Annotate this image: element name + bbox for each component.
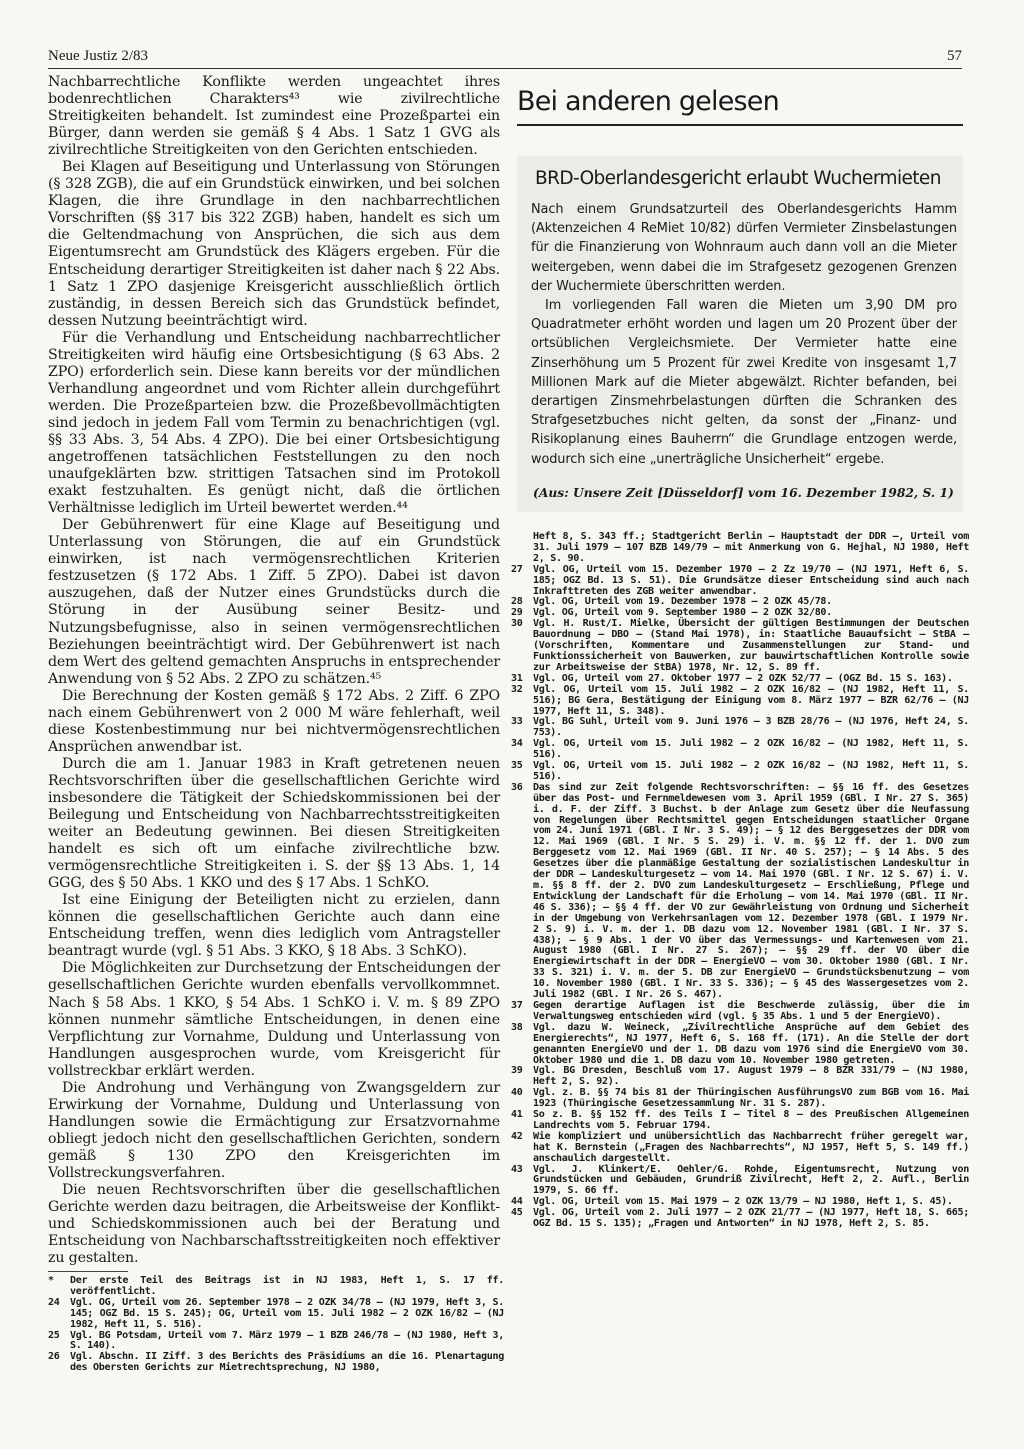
footnote (48, 1276, 504, 1298)
page-number: 57 (947, 48, 962, 64)
footnote-number: 40 (511, 1087, 523, 1099)
footnote-text: Wie kompliziert und unübersichtlich das Nachbarrecht früher geregelt war, hat K. Bernstein („Fragen des Nachbarrechts“, NJ 1957, Heft 5, S. 149 ff.) anschaulich dargestellt. (533, 1130, 969, 1164)
article-paragraph: Die Androhung und Verhängung von Zwangsgeldern zur Erwirkung der Vornahme, Duldung und Unterlassung von Handlungen sowie die Ermächtigung zur Ersatzvornahme obliegt jedoch nicht den gesellschaftlichen Gerichten, sondern gemäß § 130 ZPO den Kreisgerichten im Vollstreckungsverfahren. (48, 1079, 500, 1181)
footnote-number: 45 (511, 1207, 523, 1219)
footnote-number: 27 (511, 563, 523, 575)
footnote-number: 35 (511, 760, 523, 772)
footnote (48, 1298, 504, 1331)
footnote-number: 30 (511, 618, 523, 630)
footnote-number: 26 (48, 1351, 60, 1363)
footnote-text: Heft 8, S. 343 ff.; Stadtgericht Berlin – Hauptstadt der DDR –, Urteil vom 31. Juli 1979 – 107 BZB 149/79 – mit Anmerkung von G. Hejhal, NJ 1980, Heft 2, S. 90. (533, 531, 969, 564)
footnote-text: Vgl. BG Potsdam, Urteil vom 7. März 1979 – 1 BZB 246/78 – (NJ 1980, Heft 3, S. 140). (70, 1329, 504, 1352)
footnote-text: Vgl. OG, Urteil vom 15. Dezember 1970 – 2 Zz 19/70 – (NJ 1971, Heft 6, S. 185; OGZ Bd. 13 S. 51). Die Grundsätze dieser Entscheidung sind auch nach Inkrafttreten des ZGB weiter anwendbar. (533, 563, 969, 597)
footnote-number: 33 (511, 716, 523, 728)
footnote (511, 1001, 969, 1023)
footnote (511, 1165, 969, 1198)
article-paragraph: Durch die am 1. Januar 1983 in Kraft getretenen neuen Rechtsvorschriften über die gesellschaftlichen Gerichte wird insbesondere die Tätigkeit der Schiedskommissionen bei der Beilegung und Entscheidung von Nachbarrechtsstreitigkeiten weiter an Bedeutung gewinnen. Bei diesen Streitigkeiten handelt es sich oft um einfache zivilrechtliche bzw. vermögensrechtliche Streitigkeiten i. S. der §§ 13 Abs. 1, 14 GGG, des § 50 Abs. 1 KKO und des § 17 Abs. 1 SchKO. (48, 755, 500, 892)
footnote (511, 1066, 969, 1088)
footnote-number: 41 (511, 1109, 523, 1121)
article-paragraph: Ist eine Einigung der Beteiligten nicht zu erzielen, dann können die gesellschaftlichen Gerichte auch dann eine Entscheidung treffen, wenn dies lediglich vom Antragsteller beantragt wurde (vgl. § 51 Abs. 3 KKO, § 18 Abs. 3 SchKO). (48, 892, 500, 960)
footnote-number: 34 (511, 738, 523, 750)
footnote-number: 38 (511, 1021, 523, 1033)
footnote-number: 32 (511, 683, 523, 695)
footnote-text: Vgl. Abschn. II Ziff. 3 des Berichts des Präsidiums an die 16. Plenartagung des Obersten Gerichts zur Mietrechtsprechung, NJ 1980, (70, 1351, 504, 1374)
footnote-text: Vgl. z. B. §§ 74 bis 81 der Thüringischen AusführungsVO zum BGB vom 16. Mai 1923 (Thüringische Gesetzessammlung Nr. 31 S. 287). (533, 1087, 969, 1110)
article-paragraph: Der Gebührenwert für eine Klage auf Beseitigung und Unterlassung von Störungen, die auf ein Grundstück einwirken, ist nach vermögensrechtlichen Kriterien festzusetzen (§ 172 Abs. 1 Ziff. 5 ZPO). Dabei ist davon auszugehen, daß der Nutzer eines Grundstücks durch die Störung in der Ausübung seiner Besitz- und Nutzungsbefugnisse, also in seinen vermögensrechtlichen Beziehungen beeinträchtigt wird. Der Gebührenwert ist nach dem Wert des geltend gemachten Anspruchs in entsprechender Anwendung von § 52 Abs. 2 ZPO zu schätzen.⁴⁵ (48, 517, 500, 687)
main-article-column (48, 74, 500, 1267)
box-body (517, 190, 963, 469)
footnote-number: 29 (511, 607, 523, 619)
box-source: (Aus: Unsere Zeit [Düsseldorf] vom 16. Dezember 1982, S. 1) (533, 484, 954, 500)
footnote (511, 532, 969, 565)
footnote (511, 1132, 969, 1165)
article-paragraph: Nachbarrechtliche Konflikte werden ungeachtet ihres bodenrechtlichen Charakters⁴³ wie zivilrechtliche Streitigkeiten behandelt. Ist zumindest eine Prozeßpartei ein Bürger, dann werden sie gemäß § 4 Abs. 1 Satz 1 GVG als zivilrechtliche Streitigkeiten von den Gerichten entschieden. (48, 74, 500, 159)
footnote (511, 619, 969, 674)
footnote (511, 1023, 969, 1067)
article-paragraph: Die Berechnung der Kosten gemäß § 172 Abs. 2 Ziff. 6 ZPO nach einem Gebührenwert von 2 000 M wäre fehlerhaft, weil diese Kostenbestimmung nur bei nichtvermögensrechtlichen Ansprüchen anwendbar ist. (48, 687, 500, 755)
footnote (511, 717, 969, 739)
footnote-text: Vgl. OG, Urteil vom 15. Mai 1979 – 2 OZK 13/79 – NJ 1980, Heft 1, S. 45). (533, 1196, 953, 1208)
footnote-number: 25 (48, 1329, 60, 1341)
footnote-text: Gegen derartige Auflagen ist die Beschwerde zulässig, über die im Verwaltungsweg entschieden wird (vgl. § 35 Abs. 1 und 5 der EnergieVO). (533, 999, 969, 1022)
footnote (48, 1352, 504, 1374)
article-paragraph: Für die Verhandlung und Entscheidung nachbarrechtlicher Streitigkeiten wird häufig eine Ortsbesichtigung (§ 63 Abs. 2 ZPO) erforderlich sein. Diese kann bereits vor der mündlichen Verhandlung angeordnet und vom Richter allein durchgeführt werden. Die Prozeßparteien bzw. die Prozeßbevollmächtigten sind jedoch in jedem Fall vom Termin zu benachrichtigen (vgl. §§ 33 Abs. 3, 54 Abs. 4 ZPO). Die bei einer Ortsbesichtigung angetroffenen tatsächlichen Feststellungen zu den noch unaufgeklärten bzw. strittigen Tatsachen sind im Protokoll exakt festzuhalten. Es genügt nicht, daß die örtlichen Verhältnisse lediglich im Urteil bewertet werden.⁴⁴ (48, 329, 500, 517)
footnote (48, 1331, 504, 1353)
right-column (511, 74, 969, 1230)
box-paragraph: Nach einem Grundsatzurteil des Oberlandesgerichts Hamm (Aktenzeichen 4 ReMiet 10/82) dürfen Vermieter Zinsbelastungen für die Finanzierung von Wohnraum auch dann voll an die Mieter weitergeben, wenn dabei die im Strafgesetz gezogenen Grenzen der Wuchermiete überschritten werden. (531, 202, 957, 294)
box-paragraph: Im vorliegenden Fall waren die Mieten um 3,90 DM pro Quadratmeter erhöht worden und lagen um 20 Prozent über der ortsüblichen Vergleichsmiete. Der Vermieter hatte eine Zinserhöhung um 5 Prozent für zwei Kredite von insgesamt 1,7 Millionen Mark auf die Mieter abgewälzt. Richter befanden, bei derartigen Zinsmehrbelastungen dürften die Schranken des Strafgesetzbuches nicht gelten, da sonst der „Finanz- und Risikoplanung eines Bauherrn“ die Grundlage entzogen werde, wodurch sich eine „unerträgliche Unsicherheit“ ergebe. (531, 298, 957, 467)
footnote-number: 36 (511, 781, 523, 793)
footnote (511, 1208, 969, 1230)
section-title: Bei anderen gelesen (517, 86, 779, 117)
footnote (511, 761, 969, 783)
footnote (511, 739, 969, 761)
footnote (511, 1110, 969, 1132)
footnote (511, 685, 969, 718)
footnote-number: * (48, 1275, 54, 1286)
footnote-divider (48, 1271, 128, 1272)
article-paragraph: Die Möglichkeiten zur Durchsetzung der Entscheidungen der gesellschaftlichen Gerichte wurden ebenfalls vervollkommnet. Nach § 58 Abs. 1 KKO, § 54 Abs. 1 SchKO i. V. m. § 89 ZPO können nunmehr sämtliche Entscheidungen, in denen eine Verpflichtung zur Vornahme, Duldung und Unterlassung von Handlungen ausgesprochen wurde, vom Kreisgericht für vollstreckbar erklärt werden. (48, 960, 500, 1079)
footnote-text: Der erste Teil des Beitrags ist in NJ 1983, Heft 1, S. 17 ff. veröffentlicht. (70, 1275, 504, 1297)
footnote-text: Vgl. BG Dresden, Beschluß vom 17. August 1979 – 8 BZR 331/79 – (NJ 1980, Heft 2, S. 92). (533, 1065, 969, 1088)
footnote-text: So z. B. §§ 152 ff. des Teils I – Titel 8 – des Preußischen Allgemeinen Landrechts vom 5. Februar 1794. (533, 1109, 969, 1131)
footnote-number: 42 (511, 1130, 523, 1142)
footnote-number: 43 (511, 1163, 523, 1175)
footnote (511, 565, 969, 598)
footnotes-left (48, 1276, 504, 1374)
footnote-text: Das sind zur Zeit folgende Rechtsvorschriften: – §§ 16 ff. des Gesetzes über das Post- und Fernmeldewesen vom 3. April 1959 (GBl. I Nr. 27 S. 365) i. d. F. der Ziff. 3 Buchst. b der Anlage zum Gesetz über die Neufassung von Regelungen über Rechtsmittel gegen Entscheidungen staatlicher Organe vom 24. Juni 1971 (GBl. I Nr. 3 S. 49); – § 12 des Berggesetzes der DDR vom 12. Mai 1969 (GBl. I Nr. 5 S. 29) i. V. m. §§ 12 ff. der 1. DVO zum Berggesetz vom 12. Mai 1969 (GBl. II Nr. 40 S. 257); – § 14 Abs. 5 des Gesetzes über die planmäßige Gestaltung der sozialistischen Landeskultur in der DDR – Landeskulturgesetz – vom 14. Mai 1970 (GBl. I Nr. 12 S. 67) i. V. m. §§ 8 ff. der 2. DVO zum Landeskulturgesetz – Erschließung, Pflege und Entwicklung der Landschaft für die Erholung – vom 14. Mai 1970 (GBl. II Nr. 46 S. 336); – §§ 4 ff. der VO zur Gewährleistung von Ordnung und Sicherheit in der Umgebung von Verkehrsanlagen vom 12. Dezember 1978 (GBl. I 1979 Nr. 2 S. 9) i. V. m. der 1. DB dazu vom 12. November 1981 (GBl. I Nr. 37 S. 438); – § 9 Abs. 1 der VO über das Vermessungs- und Kartenwesen vom 21. August 1980 (GBl. I Nr. 27 S. 267); – §§ 29 ff. der VO über die Energiewirtschaft in der DDR – EnergieVO – vom 30. Oktober 1980 (GBl. I Nr. 33 S. 321) i. V. m. der 5. DB zur EnergieVO – Grundstücksbenutzung – vom 10. November 1980 (GBl. I Nr. 33 S. 336); – § 45 des Wassergesetzes vom 2. Juli 1982 (GBl. I Nr. 26 S. 467). (533, 781, 969, 1001)
footnote-number: 24 (48, 1296, 60, 1308)
footnote-number: 28 (511, 596, 523, 608)
footnote-number: 31 (511, 672, 523, 684)
footnote (511, 1088, 969, 1110)
article-paragraph: Bei Klagen auf Beseitigung und Unterlassung von Störungen (§ 328 ZGB), die auf ein Grundstück einwirken, und bei solchen Klagen, die ihre Grundlage in den nachbarrechtlichen Vorschriften (§§ 317 bis 322 ZGB) haben, handelt es sich um die Geltendmachung von Ansprüchen, die sich aus dem Eigentumsrecht am Grundstück des Klägers ergeben. Für die Entscheidung derartiger Streitigkeiten ist daher nach § 22 Abs. 1 Satz 1 ZPO dasjenige Kreisgericht ausschließlich örtlich zuständig, in dessen Bereich sich das Grundstück befindet, dessen Nutzung beeinträchtigt wird. (48, 159, 500, 329)
footnote (511, 783, 969, 1001)
footnote-text: Vgl. H. Rust/I. Mielke, Übersicht der gültigen Bestimmungen der Deutschen Bauordnung – DBO – (Stand Mai 1978), in: Staatliche Bauaufsicht – StBA – (Vorschriften, Kommentare und Zusammenstellungen zur Stand- und Funktionssicherheit von Bauwerken, zur bauwirtschaftlichen Kontrolle sowie zur Arbeitsweise der StBA) 1978, Nr. 12, S. 89 ff. (533, 618, 969, 673)
footnote-text: Vgl. OG, Urteil vom 15. Juli 1982 – 2 OZK 16/82 – (NJ 1982, Heft 11, S. 516). (533, 738, 969, 761)
footnote-text: Vgl. OG, Urteil vom 19. Dezember 1978 – 2 OZK 45/78. (533, 596, 832, 608)
footnote-text: Vgl. dazu W. Weineck, „Zivilrechtliche Ansprüche auf dem Gebiet des Energierechts“, NJ 1977, Heft 6, S. 168 ff. (171). An die Stelle der dort genannten EnergieVO und der 1. DB dazu vom 1976 sind die EnergieVO vom 30. Oktober 1980 und die 1. DB dazu vom 10. November 1980 getreten. (533, 1021, 969, 1066)
footnote-number: 37 (511, 999, 523, 1011)
article-paragraph: Die neuen Rechtsvorschriften über die gesellschaftlichen Gerichte werden dazu beitragen, die Arbeitsweise der Konflikt- und Schiedskommissionen auch bei der Beratung und Entscheidung von Nachbarschaftsstreitigkeiten noch effektiver zu gestalten. (48, 1182, 500, 1267)
footnote-text: Vgl. BG Suhl, Urteil vom 9. Juni 1976 – 3 BZB 28/76 – (NJ 1976, Heft 24, S. 753). (533, 716, 969, 739)
footnotes-right (511, 532, 969, 1230)
footnote-text: Vgl. OG, Urteil vom 26. September 1978 – 2 OZK 34/78 – (NJ 1979, Heft 3, S. 145; OGZ Bd. 15 S. 245); OG, Urteil vom 15. Juli 1982 – 2 OZK 16/82 – (NJ 1982, Heft 11, S. 516). (70, 1296, 504, 1330)
footnote-text: Vgl. OG, Urteil vom 27. Oktober 1977 – 2 OZK 52/77 – (OGZ Bd. 15 S. 163). (533, 672, 953, 684)
footnote-text: Vgl. J. Klinkert/E. Oehler/G. Rohde, Eigentumsrecht, Nutzung von Grundstücken und Gebäuden, Grundriß Zivilrecht, Heft 2, 2. Aufl., Berlin 1979, S. 66 ff. (533, 1163, 969, 1197)
box-headline: BRD-Oberlandesgericht erlaubt Wuchermieten (535, 168, 941, 189)
footnote-text: Vgl. OG, Urteil vom 2. Juli 1977 – 2 OZK 21/77 – (NJ 1977, Heft 18, S. 665; OGZ Bd. 15 S. 135); „Fragen und Antworten“ in NJ 1978, Heft 2, S. 85. (533, 1207, 969, 1230)
footnote-text: Vgl. OG, Urteil vom 9. September 1980 – 2 OZK 32/80. (533, 607, 832, 619)
footnote-text: Vgl. OG, Urteil vom 15. Juli 1982 – 2 OZK 16/82 – (NJ 1982, Heft 11, S. 516); BG Gera, Bestätigung der Einigung vom 8. März 1977 – BZR 62/76 – (NJ 1977, Heft 11, S. 348). (533, 683, 969, 717)
footnote-text: Vgl. OG, Urteil vom 15. Juli 1982 – 2 OZK 16/82 – (NJ 1982, Heft 11, S. 516). (533, 760, 969, 782)
journal-title: Neue Justiz 2/83 (48, 48, 148, 64)
footnote-number: 44 (511, 1196, 523, 1208)
running-header (48, 48, 962, 69)
section-rule (517, 124, 963, 126)
footnote-number: 39 (511, 1065, 523, 1077)
quoted-news-box (517, 156, 963, 512)
